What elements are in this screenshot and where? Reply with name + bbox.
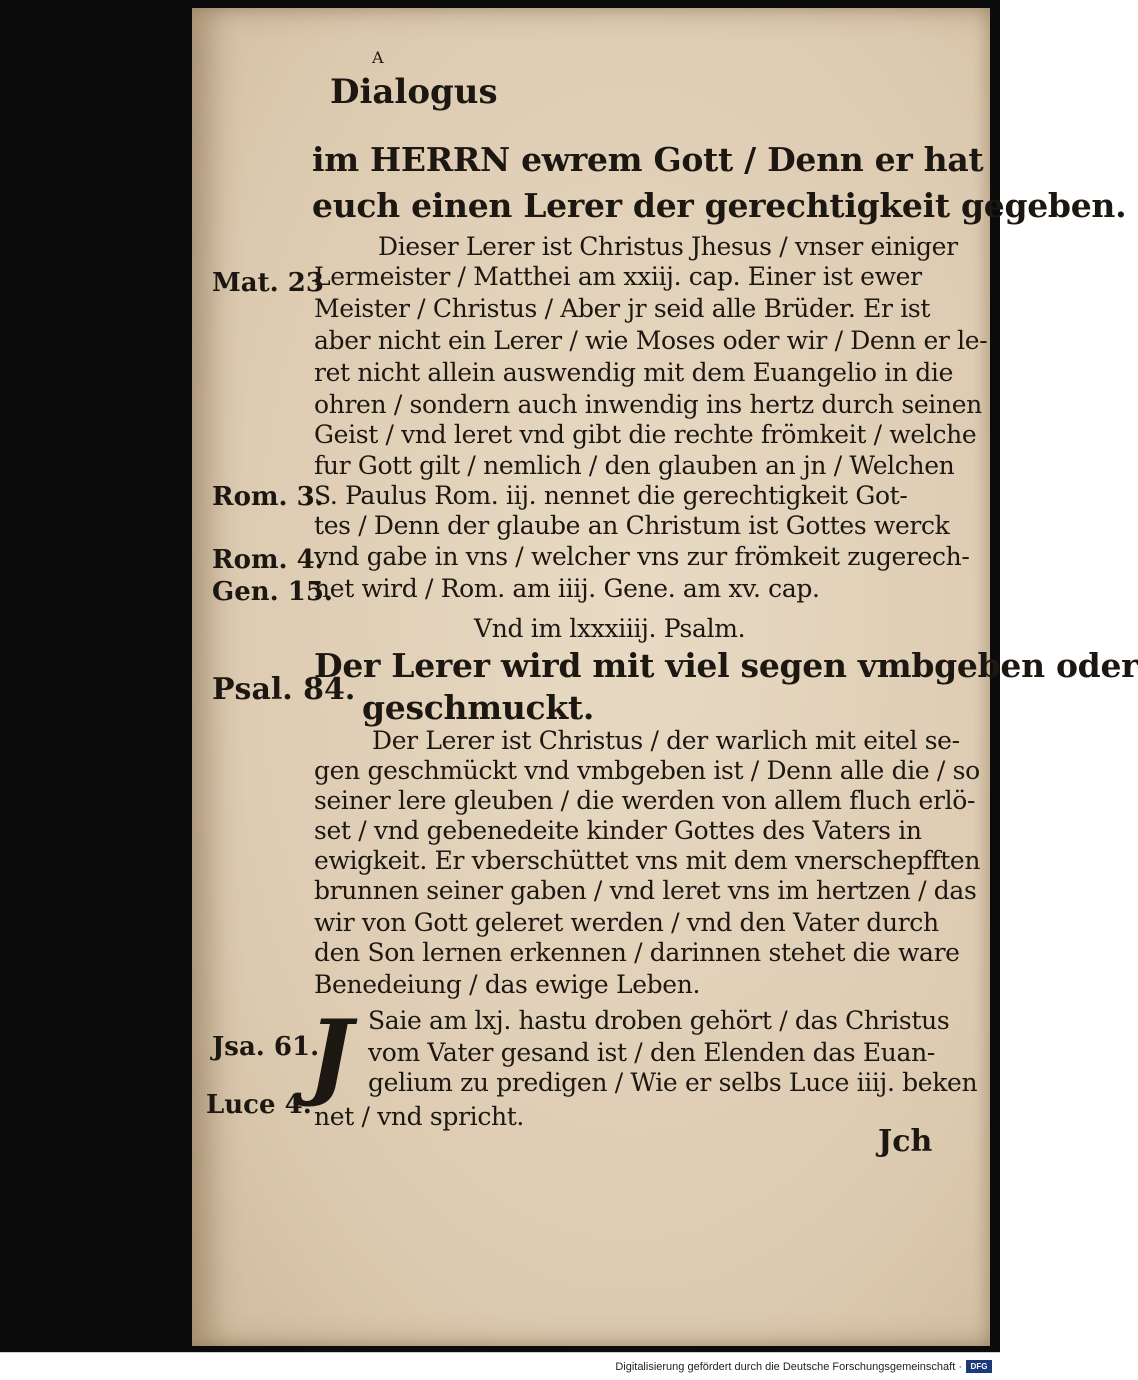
margin-note: Psal. 84.: [212, 672, 356, 707]
text-line: net wird / Rom. am iiij. Gene. am xv. cap.: [314, 574, 820, 603]
margin-note: Mat. 23: [212, 268, 324, 298]
text-line: ret nicht allein auswendig mit dem Euangelio in die: [314, 358, 954, 387]
text-line: Benedeiung / das ewige Leben.: [314, 970, 701, 999]
text-line: Vnd im lxxxiiij. Psalm.: [474, 614, 746, 643]
catchword: Jch: [878, 1124, 933, 1159]
text-line: Der Lerer ist Christus / der warlich mit eitel se-: [372, 726, 960, 755]
text-line: net / vnd spricht.: [314, 1102, 525, 1131]
signature-mark: A: [372, 48, 384, 67]
text-line: fur Gott gilt / nemlich / den glauben an jn / Welchen: [314, 451, 955, 480]
text-line: gen geschmückt vnd vmbgeben ist / Denn alle die / so: [314, 756, 980, 785]
margin-note: Rom. 4.: [212, 545, 324, 575]
text-line: Dieser Lerer ist Christus Jhesus / vnser einiger: [378, 232, 958, 261]
text-line: Geist / vnd leret vnd gibt die rechte frömkeit / welche: [314, 420, 977, 449]
text-line: Meister / Christus / Aber jr seid alle Brüder. Er ist: [314, 294, 931, 323]
margin-note: Rom. 3.: [212, 482, 324, 512]
margin-note: Jsa. 61.: [212, 1032, 320, 1062]
text-line: vom Vater gesand ist / den Elenden das Euan-: [368, 1038, 935, 1067]
text-line: wir von Gott geleret werden / vnd den Vater durch: [314, 908, 939, 937]
text-line: ewigkeit. Er vberschüttet vns mit dem vnerschepfften: [314, 846, 981, 875]
text-line: set / vnd gebenedeite kinder Gottes des Vaters in: [314, 816, 922, 845]
text-line: vnd gabe in vns / welcher vns zur frömkeit zugerech-: [314, 542, 970, 571]
text-line: im HERRN ewrem Gott / Denn er hat: [312, 140, 984, 179]
text-line: gelium zu predigen / Wie er selbs Luce iiij. beken: [368, 1068, 978, 1097]
text-line: den Son lernen erkennen / darinnen stehet die ware: [314, 938, 960, 967]
text-line: ohren / sondern auch inwendig ins hertz durch seinen: [314, 390, 982, 419]
text-line: brunnen seiner gaben / vnd leret vns im hertzen / das: [314, 876, 977, 905]
text-line: euch einen Lerer der gerechtigkeit gegeben.: [312, 186, 1127, 225]
text-line: aber nicht ein Lerer / wie Moses oder wir / Denn er le-: [314, 326, 988, 355]
text-line: seiner lere gleuben / die werden von allem fluch erlö-: [314, 786, 976, 815]
text-line: Der Lerer wird mit viel segen vmbgeben oder: [314, 646, 1138, 685]
running-head: Dialogus: [330, 72, 498, 112]
margin-note: Gen. 15.: [212, 577, 333, 607]
text-line: tes / Denn der glaube an Christum ist Gottes werck: [314, 511, 950, 540]
dfg-logo: DFG: [966, 1360, 992, 1373]
text-line: S. Paulus Rom. iij. nennet die gerechtigkeit Got-: [314, 481, 908, 510]
funding-credit: Digitalisierung gefördert durch die Deutsche Forschungsgemeinschaft ·: [615, 1361, 962, 1373]
margin-note: Luce 4.: [206, 1090, 312, 1120]
text-line: Saie am lxj. hastu droben gehört / das Christus: [368, 1006, 950, 1035]
footer-bar: [0, 1352, 1000, 1380]
drop-cap: J: [308, 1000, 353, 1110]
text-line: Lermeister / Matthei am xxiij. cap. Einer ist ewer: [314, 262, 922, 291]
text-line: geschmuckt.: [362, 688, 595, 727]
